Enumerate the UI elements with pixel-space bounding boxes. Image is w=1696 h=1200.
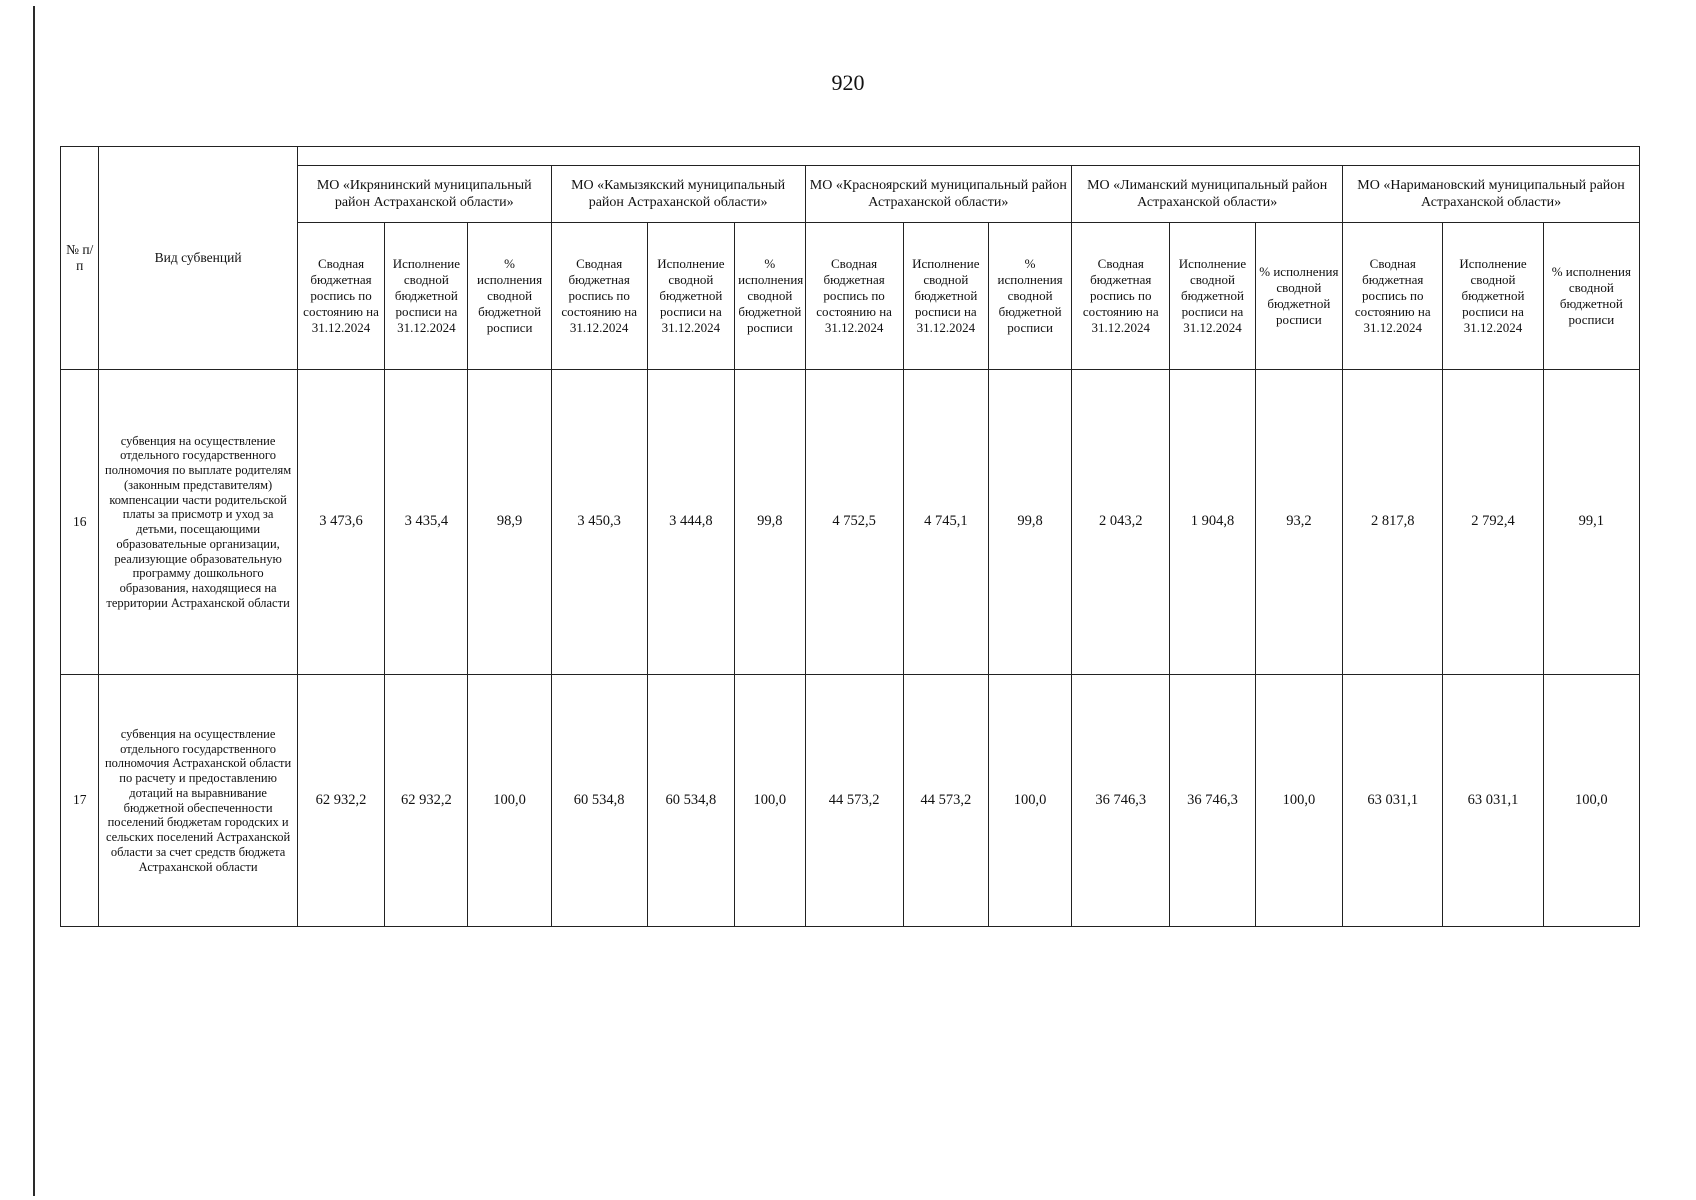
- subheader-execution: Исполнение сводной бюджетной росписи на 31.12.2024: [903, 223, 988, 370]
- subheader-percent: % исполнения сводной бюджетной росписи: [1255, 223, 1342, 370]
- budget-value: 3 450,3: [551, 370, 647, 675]
- subheader-execution: Исполнение сводной бюджетной росписи на 31.12.2024: [1443, 223, 1543, 370]
- execution-value: 3 435,4: [385, 370, 468, 675]
- budget-value: 63 031,1: [1343, 675, 1443, 927]
- region-narimanovsky: МО «Наримановский муниципальный район Астраханской области»: [1343, 166, 1640, 223]
- execution-value: 3 444,8: [647, 370, 734, 675]
- execution-value: 4 745,1: [903, 370, 988, 675]
- binding-margin-line: [33, 6, 35, 1196]
- subheader-budget: Сводная бюджетная роспись по состоянию на 31.12.2024: [1343, 223, 1443, 370]
- execution-value: 62 932,2: [385, 675, 468, 927]
- execution-value: 2 792,4: [1443, 370, 1543, 675]
- budget-value: 3 473,6: [297, 370, 384, 675]
- execution-value: 1 904,8: [1170, 370, 1255, 675]
- percent-value: 99,1: [1543, 370, 1639, 675]
- header-top-blank: [297, 147, 1639, 166]
- region-limansky: МО «Лиманский муниципальный район Астраханской области»: [1072, 166, 1343, 223]
- subheader-execution: Исполнение сводной бюджетной росписи на 31.12.2024: [1170, 223, 1255, 370]
- percent-value: 100,0: [988, 675, 1071, 927]
- page-number: 920: [831, 70, 865, 95]
- row-number: 17: [61, 675, 99, 927]
- subcolumn-header-row: [61, 223, 1640, 370]
- row-number: 16: [61, 370, 99, 675]
- subheader-budget: Сводная бюджетная роспись по состоянию на 31.12.2024: [551, 223, 647, 370]
- execution-value: 63 031,1: [1443, 675, 1543, 927]
- budget-value: 2 817,8: [1343, 370, 1443, 675]
- subsidy-description: субвенция на осуществление отдельного государственного полномочия по выплате родителям (законным представителям) компенсации части родительской платы за присмотр и уход за детьми, посещающими образовательные организации, реализующие образовательную программу дошкольного образования, находящиеся на территории Астраханской области: [99, 370, 297, 675]
- percent-value: 100,0: [735, 675, 805, 927]
- region-krasnoyarsky: МО «Красноярский муниципальный район Астраханской области»: [805, 166, 1072, 223]
- subheader-budget: Сводная бюджетная роспись по состоянию на 31.12.2024: [297, 223, 384, 370]
- execution-value: 44 573,2: [903, 675, 988, 927]
- subheader-percent: % исполнения сводной бюджетной росписи: [735, 223, 805, 370]
- percent-value: 98,9: [468, 370, 551, 675]
- percent-value: 99,8: [988, 370, 1071, 675]
- region-kamyzyaksky: МО «Камызякский муниципальный район Астраханской области»: [551, 166, 805, 223]
- subsidy-table: [60, 146, 1640, 927]
- budget-value: 44 573,2: [805, 675, 903, 927]
- budget-value: 2 043,2: [1072, 370, 1170, 675]
- subheader-percent: % исполнения сводной бюджетной росписи: [468, 223, 551, 370]
- table-row: [61, 675, 1640, 927]
- execution-value: 36 746,3: [1170, 675, 1255, 927]
- subsidy-description: субвенция на осуществление отдельного государственного полномочия Астраханской области по расчету и предоставлению дотаций на выравнивание бюджетной обеспеченности поселений бюджетам городских и сельских поселений Астраханской области за счет средств бюджета Астраханской области: [99, 675, 297, 927]
- subheader-percent: % исполнения сводной бюджетной росписи: [988, 223, 1071, 370]
- execution-value: 60 534,8: [647, 675, 734, 927]
- region-header-row: [61, 166, 1640, 223]
- percent-value: 93,2: [1255, 370, 1342, 675]
- table-row: [61, 370, 1640, 675]
- budget-value: 4 752,5: [805, 370, 903, 675]
- budget-value: 62 932,2: [297, 675, 384, 927]
- subheader-percent: % исполнения сводной бюджетной росписи: [1543, 223, 1639, 370]
- budget-value: 60 534,8: [551, 675, 647, 927]
- subheader-execution: Исполнение сводной бюджетной росписи на 31.12.2024: [647, 223, 734, 370]
- region-ikryaninsky: МО «Икрянинский муниципальный район Астраханской области»: [297, 166, 551, 223]
- subheader-budget: Сводная бюджетная роспись по состоянию на 31.12.2024: [1072, 223, 1170, 370]
- header-num: № п/п: [61, 147, 99, 370]
- percent-value: 99,8: [735, 370, 805, 675]
- subheader-budget: Сводная бюджетная роспись по состоянию на 31.12.2024: [805, 223, 903, 370]
- percent-value: 100,0: [1255, 675, 1342, 927]
- percent-value: 100,0: [468, 675, 551, 927]
- budget-value: 36 746,3: [1072, 675, 1170, 927]
- percent-value: 100,0: [1543, 675, 1639, 927]
- header-subsidy-type: Вид субвенций: [99, 147, 297, 370]
- subheader-execution: Исполнение сводной бюджетной росписи на 31.12.2024: [385, 223, 468, 370]
- table-header-top-row: [61, 147, 1640, 166]
